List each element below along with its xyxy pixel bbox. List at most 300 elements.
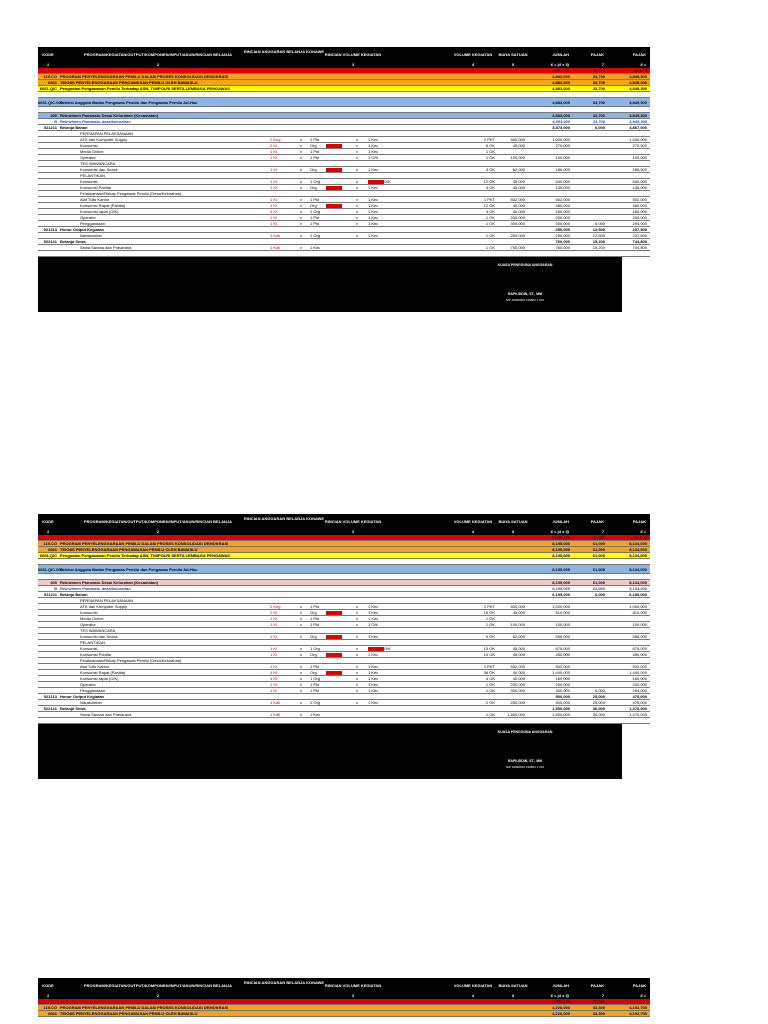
times-sign: x [356, 137, 358, 142]
column-header: PROGRAM/KEGIATAN/OUTPUT/KOMPONEN/INPUT/AKUN/RINCIAN BELANJA [83, 982, 233, 988]
times-sign: x [300, 221, 302, 226]
tax: 30,000 [592, 712, 605, 717]
item-description: Penguatan Pengawasan Pemilu Terhadap ASN, TNI/POLRI SERTA LEMBAGA PENGAWAS [60, 86, 230, 91]
volume-location-text: 1 Kec [368, 203, 379, 208]
item-description: Alat Tulis Kantor [80, 664, 110, 669]
item-description: Rekrutmen Panwaslu desa/kelurahan [60, 586, 131, 591]
unit-cost: 100,000 [510, 155, 525, 160]
column-number: 7 [601, 993, 604, 998]
net-amount: 8,134,000 [629, 541, 647, 546]
times-sign: x [356, 700, 358, 705]
times-sign: x [356, 149, 358, 154]
column-header: RINCIAN VOLUME KEGIATAN [324, 518, 382, 524]
column-number: 1 [46, 993, 50, 998]
amount: 1,000,000 [552, 604, 570, 609]
volume-qty: 1 Kl [270, 688, 277, 693]
volume-qty: 4 Kl [270, 676, 277, 681]
highlight-cell [326, 688, 346, 693]
net-amount: 1,440,000 [629, 670, 647, 675]
budget-rows [38, 999, 650, 1017]
volume-detail [258, 682, 448, 687]
highlight-cell [326, 652, 346, 657]
column-number: 4 [471, 62, 475, 67]
highlight-cell [326, 670, 346, 675]
unit-cost: 502,000 [510, 197, 525, 202]
net-amount: 1,000,000 [629, 137, 647, 142]
volume-qty: 1 Kali [270, 233, 281, 238]
volume-total: 1 OK [485, 616, 495, 621]
tax: 25,000 [592, 700, 605, 705]
net-amount: 270,000 [632, 143, 647, 148]
volume-qty: 1 Kl [270, 634, 277, 639]
table-row [38, 1011, 650, 1017]
net-amount: 294,000 [632, 221, 647, 226]
highlight-cell [326, 143, 346, 148]
volume-unit: Org [310, 143, 317, 148]
volume-qty: 1 Kl [270, 652, 277, 657]
column-header: PAJAK [632, 982, 646, 988]
volume-qty: 2 Kl [270, 143, 277, 148]
net-amount: 200,000 [632, 682, 647, 687]
item-description: Honor Output Kegiatan [60, 227, 104, 232]
volume-unit: 1 Pkt [310, 688, 320, 693]
volume-qty: 4 Kl [270, 203, 277, 208]
amount: 540,000 [555, 179, 570, 184]
item-description: Media Online [80, 616, 104, 621]
column-number-row [38, 528, 650, 535]
volume-location [368, 215, 392, 220]
unit-cost: 200,000 [510, 682, 525, 687]
item-description: TES WAWANCARA [80, 161, 116, 166]
net-amount: 1,470,000 [629, 712, 647, 717]
net-amount: 4,849,300 [629, 86, 647, 91]
volume-detail [258, 209, 448, 214]
signatory-nip: NIP 19690816 199803 1 010 [505, 298, 545, 302]
budget-sheet-1 [38, 41, 650, 312]
highlight-cell [326, 167, 346, 172]
highlight-cell [326, 221, 346, 226]
net-amount: 502,000 [632, 664, 647, 669]
times-sign: x [356, 622, 358, 627]
highlight-cell [326, 137, 346, 142]
column-header: JUMLAH [552, 982, 569, 988]
signature-panel [466, 724, 584, 779]
tax: 61,000 [592, 541, 605, 546]
volume-detail [258, 652, 448, 657]
column-header: RINCIAN VOLUME KEGIATAN [324, 982, 382, 988]
amount: 270,000 [555, 143, 570, 148]
volume-detail [258, 634, 448, 639]
net-amount: 4,849,300 [629, 119, 647, 124]
net-amount: 160,000 [632, 209, 647, 214]
unit-cost: 45,000 [512, 179, 525, 184]
signature-block [38, 257, 650, 312]
amount: 100,000 [555, 622, 570, 627]
volume-detail [258, 203, 448, 208]
volume-location [368, 622, 392, 627]
tax: 33,700 [592, 74, 605, 79]
item-description: PELANTIKAN [80, 640, 105, 645]
volume-location-text: 1 Kec [368, 610, 379, 615]
item-description: Konsumsi dan Snack [80, 634, 118, 639]
item-description: TEKNIS PENYELENGGARAAN PENGAWASAN PEMILU OLEH BAWASLU [60, 80, 198, 85]
net-amount: 744,800 [632, 239, 647, 244]
net-amount: 1,000,000 [629, 604, 647, 609]
volume-detail [258, 149, 448, 154]
volume-location-text: 1 Kec [368, 233, 379, 238]
volume-detail [258, 143, 448, 148]
item-description: PROGRAM PENYELENGGARAAN PEMILU DALAM PROSES KONSOLIDASI DEMOKRASI [60, 1005, 229, 1010]
tax: 6,000 [594, 688, 605, 693]
sheet-title: RINCIAN ANGGARAN BELANJA KONAWE [243, 49, 325, 54]
volume-location [368, 610, 392, 615]
net-amount: 675,000 [632, 646, 647, 651]
volume-qty: 1 Kl [270, 155, 277, 160]
unit-cost: 250,000 [510, 700, 525, 705]
net-amount: 3,867,000 [629, 125, 647, 130]
volume-location [368, 712, 392, 717]
account-code: 521213 [43, 694, 57, 699]
volume-location-text: 1 Kec [368, 682, 379, 687]
table-header [38, 978, 650, 999]
column-number: 7 [601, 62, 604, 67]
item-description: Operator [80, 622, 96, 627]
item-description: Media Online [80, 149, 104, 154]
volume-qty: 2 Kl [270, 610, 277, 615]
volume-detail [258, 167, 448, 172]
unit-cost: 500,000 [510, 137, 525, 142]
amount: 1,500,000 [552, 712, 570, 717]
unit-cost: 250,000 [510, 233, 525, 238]
amount: 4,883,000 [552, 99, 570, 105]
volume-location-text: 1 Kec [368, 652, 379, 657]
times-sign: x [356, 634, 358, 639]
tax: 61,000 [592, 547, 605, 552]
highlight-cell [326, 209, 346, 214]
times-sign: x [300, 664, 302, 669]
item-description: Operator [80, 682, 96, 687]
volume-qty: 1 Kl [270, 149, 277, 154]
tax: 61,000 [592, 580, 605, 585]
item-description: TEKNIS PENYELENGGARAAN PENGAWASAN PEMILU OLEH BAWASLU [60, 547, 198, 552]
item-description: PERSIAPAN PELAKSANAAN [80, 131, 134, 136]
signature-title: KUASA PENGGUNA ANGGARAN [497, 730, 553, 734]
volume-total: 2 PKT [483, 137, 495, 142]
footer-fill [38, 724, 466, 779]
times-sign: x [300, 616, 302, 621]
volume-total: 1 OK [485, 221, 495, 226]
net-amount: 8,134,000 [629, 586, 647, 591]
volume-detail [258, 676, 448, 681]
highlight-cell [326, 197, 346, 202]
red-highlight-box [326, 186, 342, 190]
amount: 810,000 [555, 610, 570, 615]
highlight-cell [326, 664, 346, 669]
amount: 160,000 [555, 676, 570, 681]
volume-location [368, 155, 392, 160]
volume-location [368, 149, 392, 154]
volume-location [368, 221, 392, 226]
item-description: Belanja Bahan [60, 125, 88, 130]
times-sign: x [356, 676, 358, 681]
net-amount: 810,000 [632, 610, 647, 615]
amount: 8,195,000 [552, 566, 570, 572]
red-highlight-box [368, 647, 384, 651]
column-number: 6 = (4 x 5) [550, 62, 569, 67]
signature-panel [466, 257, 584, 312]
amount: 8,195,000 [552, 541, 570, 546]
column-number-row [38, 61, 650, 68]
unit-cost: 300,000 [510, 688, 525, 693]
account-code: 400 [50, 113, 57, 118]
column-header: KODE [42, 982, 54, 988]
unit-cost: 40,000 [512, 676, 525, 681]
unit-cost: 45,000 [512, 143, 525, 148]
times-sign: x [300, 179, 302, 184]
signatory-nip: NIP 19690816 199803 1 010 [505, 765, 545, 769]
account-code: B [54, 119, 57, 124]
item-description: TES WAWANCARA [80, 628, 116, 633]
sheet-title: RINCIAN ANGGARAN BELANJA KONAWE [243, 516, 325, 521]
volume-unit: 1 Org [310, 676, 321, 681]
column-number: 2 [156, 993, 160, 998]
volume-location-text: 1 Kec [368, 185, 379, 190]
times-sign: x [356, 203, 358, 208]
net-amount: 100,000 [632, 155, 647, 160]
volume-location-text: 1 Kec [368, 664, 379, 669]
column-header: PROGRAM/KEGIATAN/OUTPUT/KOMPONEN/INPUT/AKUN/RINCIAN BELANJA [83, 51, 233, 57]
volume-location-text: O/K [384, 646, 391, 651]
times-sign: x [300, 209, 302, 214]
item-description: Belanja Sewa [60, 706, 86, 711]
column-number: 8 = [640, 62, 646, 67]
item-description: Konsumsi Rapat (Panitia) [80, 670, 126, 675]
times-sign: x [300, 604, 302, 609]
volume-unit: Org [310, 610, 317, 615]
volume-total: 1 PKT [483, 197, 495, 202]
amount: 4,883,000 [552, 119, 570, 124]
tax: 30,000 [592, 706, 605, 711]
item-description: Konsumsi Panitia [80, 185, 111, 190]
net-amount: 502,000 [632, 197, 647, 202]
volume-total: 6 OK [485, 143, 495, 148]
volume-total: 1 PKT [483, 664, 495, 669]
item-description: Konsumsi [80, 610, 98, 615]
volume-detail [258, 179, 448, 184]
times-sign: x [300, 197, 302, 202]
times-sign: x [356, 167, 358, 172]
volume-unit: 1 Pkt [310, 155, 320, 160]
times-sign: x [300, 646, 302, 651]
footer-fill [584, 724, 622, 779]
times-sign: x [356, 197, 358, 202]
volume-total: 10 OK [483, 652, 495, 657]
volume-detail [258, 221, 448, 226]
volume-unit: 1 Pkt [310, 604, 320, 609]
amount: 4,883,000 [552, 113, 570, 118]
column-header: BIAYA SATUAN [498, 51, 528, 57]
amount: 1,000,000 [552, 137, 570, 142]
times-sign: x [356, 688, 358, 693]
volume-location [368, 676, 392, 681]
summary-cell: 61,000 [592, 535, 605, 540]
amount: 4,226,000 [552, 1011, 570, 1016]
times-sign: x [300, 143, 302, 148]
volume-unit: 1 Pkt [310, 197, 320, 202]
unit-cost: 500,000 [510, 604, 525, 609]
amount: 500,000 [555, 700, 570, 705]
times-sign [346, 712, 368, 717]
tax: 12,500 [592, 233, 605, 238]
item-description: Narasumber [80, 700, 103, 705]
summary-cell: 8,195,000 [552, 535, 570, 540]
tax: 15,200 [592, 245, 605, 250]
times-sign: x [300, 245, 302, 250]
sheet-title: RINCIAN ANGGARAN BELANJA KONAWE [243, 980, 325, 985]
volume-qty: 1 Kl [270, 682, 277, 687]
account-code: 115.CO [43, 74, 57, 79]
tax: 33,700 [592, 99, 605, 105]
volume-location [368, 179, 392, 184]
volume-qty: 4 Kl [270, 209, 277, 214]
highlight-cell [326, 676, 346, 681]
column-number: 6 = (4 x 5) [550, 993, 569, 998]
red-highlight-box [326, 671, 342, 675]
column-header: BIAYA SATUAN [498, 518, 528, 524]
item-description: Seleksi Anggota Badan Pengawas Pemilu dan Pengawas Pemilu Ad-Hoc [60, 566, 198, 572]
net-amount: 186,000 [632, 167, 647, 172]
column-header: KODE [42, 518, 54, 524]
amount: 8,195,000 [552, 553, 570, 558]
volume-total: 1 OK [485, 245, 495, 250]
volume-location [368, 682, 392, 687]
column-header: BIAYA SATUAN [498, 982, 528, 988]
column-number: 6 = (4 x 5) [550, 529, 569, 534]
net-amount: 558,000 [632, 634, 647, 639]
volume-unit: Org [310, 652, 317, 657]
volume-location-text: 1 Kec [368, 167, 379, 172]
unit-cost: 760,000 [510, 245, 525, 250]
times-sign: x [300, 622, 302, 627]
account-code: 522141 [43, 706, 57, 711]
net-amount: 294,000 [632, 688, 647, 693]
volume-qty: 1 Kl [270, 215, 277, 220]
amount: 250,000 [555, 233, 570, 238]
net-amount: 475,000 [632, 700, 647, 705]
volume-qty: 4 Kl [270, 670, 277, 675]
summary-cell: 33,300 [592, 999, 605, 1004]
item-description: Belanja Bahan [60, 592, 88, 597]
volume-total: 12 OK [483, 179, 495, 184]
highlight-cell [326, 233, 346, 238]
volume-qty: 2 Keg [270, 604, 281, 609]
item-description: Alat Tulis Kantor [80, 197, 110, 202]
tax: 61,000 [592, 553, 605, 558]
red-highlight-box [368, 180, 384, 184]
volume-location [368, 197, 392, 202]
account-code: 6661 [48, 547, 57, 552]
times-sign: x [300, 167, 302, 172]
volume-qty: 1 Kali [270, 245, 281, 250]
volume-location [368, 616, 392, 621]
volume-detail [258, 664, 448, 669]
unit-cost: 45,000 [512, 610, 525, 615]
item-description: Konsumsi [80, 646, 98, 651]
volume-location-text: 1 Kec [368, 149, 379, 154]
times-sign: x [356, 185, 358, 190]
net-amount: 8,134,000 [629, 553, 647, 558]
volume-location-text: 1 Kec [368, 676, 379, 681]
volume-location [368, 664, 392, 669]
net-amount: 540,000 [632, 179, 647, 184]
amount: 160,000 [555, 209, 570, 214]
footer-fill [584, 257, 622, 312]
amount: 480,000 [555, 203, 570, 208]
amount: 450,000 [555, 652, 570, 657]
volume-location [368, 209, 392, 214]
amount: 760,000 [555, 239, 570, 244]
net-amount: 237,500 [632, 233, 647, 238]
volume-location-text: 1 Kec [368, 143, 379, 148]
amount: 1,500,000 [552, 706, 570, 711]
amount: 4,226,000 [552, 1005, 570, 1010]
times-sign: x [300, 682, 302, 687]
item-description: Rekrutmen Panwaslu Desa/ Kelurahan (Kecamatan) [60, 580, 159, 585]
volume-unit: 1 Org [310, 179, 321, 184]
volume-total: 1 OK [485, 622, 495, 627]
account-code: 6661.QIC.003 [38, 99, 63, 105]
item-description: ATK dan Komputer Supply [80, 604, 128, 609]
column-header: VOLUME KEGIATAN [453, 982, 493, 988]
volume-location [368, 688, 392, 693]
amount: 135,000 [555, 185, 570, 190]
times-sign: x [300, 233, 302, 238]
item-description: Rekrutmen Panwaslu Desa/ Kelurahan (Kecamatan) [60, 113, 159, 118]
unit-cost: 100,000 [510, 622, 525, 627]
volume-unit: 1 Org [310, 646, 321, 651]
amount: 4,883,000 [552, 74, 570, 79]
volume-detail [258, 700, 448, 705]
item-description: Penggandaan [80, 221, 105, 226]
volume-detail [258, 233, 448, 238]
net-amount: 6,189,000 [629, 592, 647, 597]
volume-location-text: O/K [384, 179, 391, 184]
item-description: Penggandaan [80, 688, 105, 693]
volume-qty: 1 Kl [270, 185, 277, 190]
item-description: Konsumsi rapat (O/K) [80, 209, 119, 214]
net-amount: 100,000 [632, 622, 647, 627]
times-sign: x [356, 616, 358, 621]
column-number: 5 [511, 993, 515, 998]
times-sign: x [300, 700, 302, 705]
times-sign: x [300, 652, 302, 657]
volume-location-text: 1 Kec [368, 604, 379, 609]
tax: 33,700 [592, 113, 605, 118]
item-description: Belanja Sewa [60, 239, 86, 244]
volume-total: 4 OK [485, 209, 495, 214]
volume-unit: Org [310, 634, 317, 639]
volume-unit: Org [310, 203, 317, 208]
table-row [38, 98, 650, 107]
volume-unit: 1 Pkt [310, 215, 320, 220]
volume-total: 1 OK [485, 688, 495, 693]
highlight-cell [326, 245, 346, 250]
highlight-cell [326, 185, 346, 190]
net-amount: 4,849,300 [629, 113, 647, 118]
column-header: PAJAK [590, 982, 604, 988]
volume-total: 1 OK [485, 155, 495, 160]
volume-total: 3 OK [485, 185, 495, 190]
